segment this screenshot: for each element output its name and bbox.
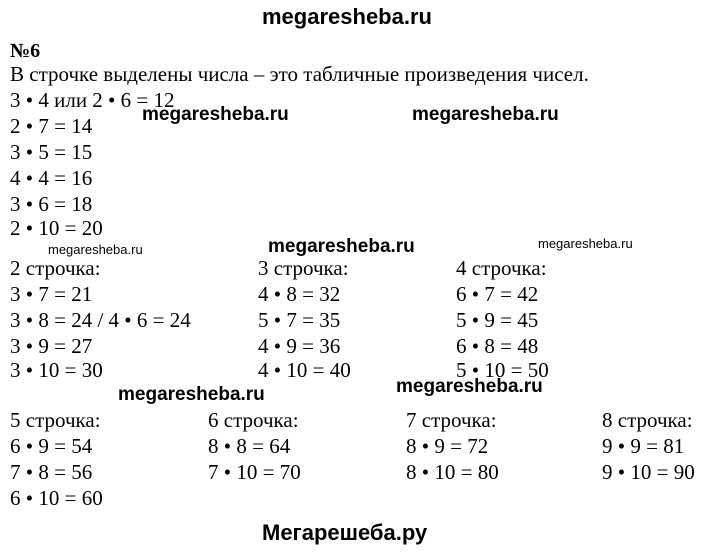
group-label: 5 строчка: — [10, 408, 101, 432]
group-item: 9 • 9 = 81 — [602, 434, 685, 458]
group-item: 6 • 10 = 60 — [10, 486, 103, 510]
watermark: megaresheba.ru — [268, 236, 415, 257]
group-label: 7 строчка: — [406, 408, 497, 432]
group-label: 6 строчка: — [208, 408, 299, 432]
group-item: 6 • 9 = 54 — [10, 434, 93, 458]
row1-item: 2 • 7 = 14 — [10, 114, 93, 138]
footer-site-title: Мегарешеба.ру — [262, 520, 428, 545]
group-item: 6 • 7 = 42 — [456, 282, 539, 306]
watermark: megaresheba.ru — [48, 242, 143, 257]
group-item: 4 • 10 = 40 — [258, 358, 351, 382]
watermark: megaresheba.ru — [538, 236, 633, 251]
group-item: 3 • 8 = 24 / 4 • 6 = 24 — [10, 308, 191, 332]
group-item: 5 • 10 = 50 — [456, 358, 549, 382]
group-item: 9 • 10 = 90 — [602, 460, 695, 484]
task-intro: В строчке выделены числа – это табличные произведения чисел. — [10, 62, 589, 86]
group-item: 7 • 10 = 70 — [208, 460, 301, 484]
group-label: 3 строчка: — [258, 256, 349, 280]
watermark: megaresheba.ru — [412, 104, 559, 125]
row1-item: 4 • 4 = 16 — [10, 166, 93, 190]
group-item: 3 • 10 = 30 — [10, 358, 103, 382]
group-label: 2 строчка: — [10, 256, 101, 280]
group-item: 3 • 7 = 21 — [10, 282, 93, 306]
group-item: 5 • 7 = 35 — [258, 308, 341, 332]
row1-item: 2 • 10 = 20 — [10, 216, 103, 240]
group-item: 4 • 8 = 32 — [258, 282, 341, 306]
group-label: 4 строчка: — [456, 256, 547, 280]
header-site-title: megaresheba.ru — [262, 4, 432, 29]
group-item: 8 • 9 = 72 — [406, 434, 489, 458]
row1-item: 3 • 5 = 15 — [10, 140, 93, 164]
row1-item: 3 • 6 = 18 — [10, 192, 93, 216]
group-label: 8 строчка: — [602, 408, 693, 432]
group-item: 8 • 10 = 80 — [406, 460, 499, 484]
task-number: №6 — [10, 40, 41, 62]
row1-item: 3 • 4 или 2 • 6 = 12 — [10, 88, 175, 112]
group-item: 5 • 9 = 45 — [456, 308, 539, 332]
group-item: 4 • 9 = 36 — [258, 334, 341, 358]
group-item: 7 • 8 = 56 — [10, 460, 93, 484]
group-item: 6 • 8 = 48 — [456, 334, 539, 358]
watermark: megaresheba.ru — [118, 384, 265, 405]
watermark: megaresheba.ru — [142, 104, 289, 125]
group-item: 3 • 9 = 27 — [10, 334, 93, 358]
group-item: 8 • 8 = 64 — [208, 434, 291, 458]
watermark: megaresheba.ru — [396, 376, 543, 397]
